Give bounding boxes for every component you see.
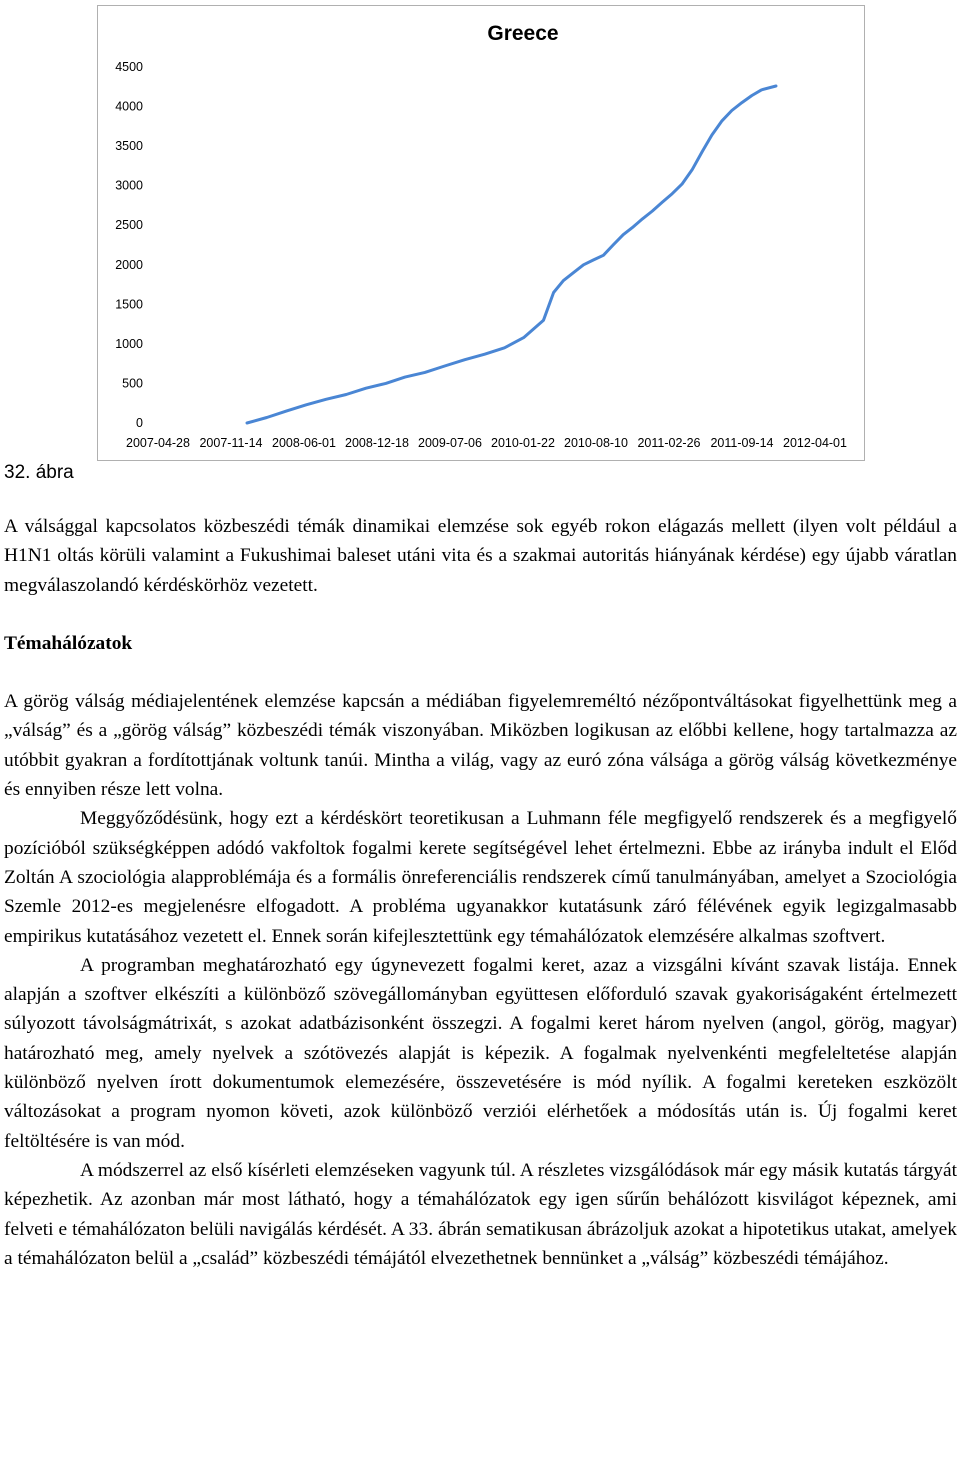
y-tick-label: 3000 [115, 178, 143, 193]
series-line-greece [247, 86, 776, 423]
x-tick-label: 2008-06-01 [272, 436, 336, 450]
x-tick-label: 2007-11-14 [199, 436, 263, 450]
chart-figure [97, 5, 865, 461]
x-tick-label: 2007-04-28 [126, 436, 190, 450]
chart-title: Greece [487, 22, 559, 45]
y-tick-label: 0 [136, 416, 143, 430]
x-tick-label: 2012-04-01 [783, 436, 847, 450]
x-tick-label: 2010-08-10 [564, 436, 628, 450]
x-tick-label: 2011-09-14 [710, 436, 774, 450]
figure-caption: 32. ábra [4, 462, 74, 483]
x-tick-label: 2010-01-22 [491, 436, 555, 450]
y-tick-label: 4500 [115, 60, 143, 74]
paragraph-luhmann: Meggyőződésünk, hogy ezt a kérdéskört teoretikusan a Luhmann féle megfigyelő rendszerek és a megfigyelő pozícióból szükségképpen adódó vakfoltok fogalmi kerete segítségével lehet értelmezni. Ebbe az irányba indult el Előd Zoltán A szociológia alapproblémája és a formális önreferenciális rendszerek című tanulmányában, amelyet a Szociológia Szemle 2012-es megjelenésre elfogadott. A probléma ugyanakkor kutatásunk záró félévének egyik legizgalmasabb empirikus kutatásához vezetett el. Ennek során kifejlesztettünk egy témahálózatok elemzésére alkalmas szoftvert. [4, 808, 957, 947]
paragraph-method: A módszerrel az első kísérleti elemzéseken vagyunk túl. A részletes vizsgálódások már egy másik kutatás tárgyát képezhetik. Az azonban már most látható, hogy a témahálózatok egy igen sűrűn behálózott kisvilágot képeznek, ami felveti e témahálózaton belüli navigálás kérdését. A 33. ábrán sematikusan ábrázoljuk azokat a hipotetikus utakat, amelyek a témahálózaton belül a „család” közbeszédi témájától elvezethetnek bennünket a „válság” közbeszédi témájához. [4, 1159, 957, 1269]
y-tick-label: 1000 [115, 336, 143, 351]
paragraph-greek-crisis: A görög válság médiajelentének elemzése kapcsán a médiában figyelemreméltó nézőpontváltásokat figyelhettünk meg a „válság” és a „görög válság” közbeszédi témák viszonyában. Miközben logikusan az előbbi kellene, hogy tartalmazza az utóbbit gyakran a fordítottjának voltunk tanúi. Mintha a világ, vagy az euró zóna válsága a görög válság következménye és ennyiben része lett volna. [4, 691, 957, 801]
y-tick-label: 3500 [115, 139, 143, 154]
y-tick-label: 2000 [115, 257, 143, 272]
section-heading: Témahálózatok [4, 632, 133, 654]
x-tick-label: 2008-12-18 [345, 436, 409, 450]
x-tick-label: 2011-02-26 [637, 436, 701, 450]
body-text [4, 512, 957, 1273]
y-tick-label: 2500 [115, 218, 143, 233]
paragraph-intro: A válsággal kapcsolatos közbeszédi témák dinamikai elemzése sok egyéb rokon elágazás mellett (ilyen volt például a H1N1 oltás körüli valamint a Fukushimai baleset utáni vita és a szakmai autoritás hiányának kérdése) egy újabb váratlan megválaszolandó kérdéskörhöz vezetett. [4, 516, 957, 596]
y-tick-label: 1500 [115, 297, 143, 312]
paragraph-program: A programban meghatározható egy úgynevezett fogalmi keret, azaz a vizsgálni kívánt szavak listája. Ennek alapján a szoftver elkészíti a különböző szövegállományban együttesen előforduló szavak gyakoriságaként értelmezett súlyozott távolságmátrixát, s azokat adatbázisonként összegzi. A fogalmi keret három nyelven (angol, görög, magyar) határozható meg, amely nyelvek a szótövezés alapját is képezik. A fogalmak nyelvenkénti megfeleltetése alapján különböző nyelven írott dokumentumok elemezésére, összevetésére is mód nyílik. A fogalmi kereteken eszközölt változásokat a program nyomon követi, azok különböző verziói elérhetőek a módosítás után is. Új fogalmi keret feltöltésére is van mód. [4, 954, 957, 1152]
line-chart [98, 6, 864, 460]
x-tick-label: 2009-07-06 [418, 436, 482, 450]
y-tick-label: 500 [122, 376, 143, 391]
y-tick-label: 4000 [115, 99, 143, 114]
